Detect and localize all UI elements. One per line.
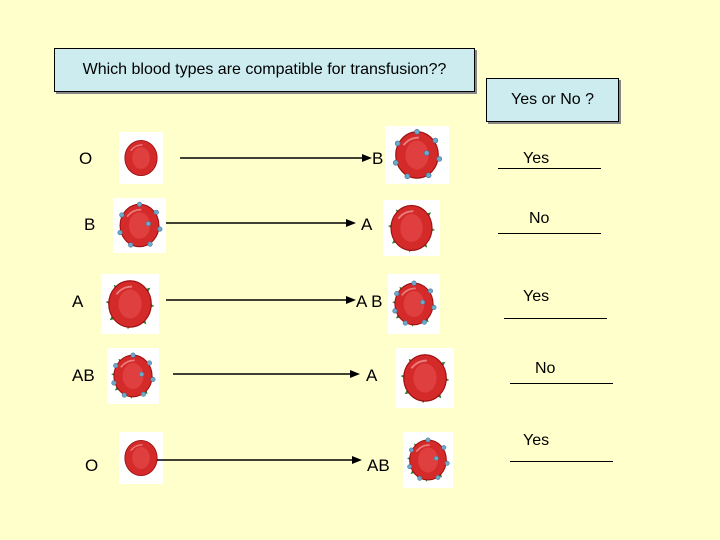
recipient-label-row-4: A [366,366,378,385]
type-a-cell-icon [101,274,159,334]
transfusion-arrow-row-4 [173,366,360,376]
transfusion-arrow-row-3 [166,292,356,302]
recipient-label-row-1: B [372,149,384,168]
answer-row-5: Yes [523,432,550,449]
answer-header: Yes or No ? [510,91,594,108]
answer-row-3: Yes [523,288,550,305]
transfusion-arrow-row-2 [166,215,356,225]
answer-underline-row-1 [498,168,601,169]
type-b-cell-icon [113,198,166,253]
recipient-label-row-5: AB [367,456,390,475]
answer-underline-row-2 [498,233,601,234]
answer-underline-row-3 [504,318,607,319]
type-ab-cell-icon [107,348,159,404]
recipient-label-row-3: A B [356,292,383,311]
question-title: Which blood types are compatible for transfusion?? [82,61,447,78]
recipient-label-row-2: A [361,215,373,234]
donor-label-row-5: O [85,456,99,475]
type-ab-cell-icon [388,274,440,334]
transfusion-arrow-row-5 [157,452,362,462]
question-title-box [54,48,475,92]
type-a-cell-icon [396,348,454,408]
answer-underline-row-4 [510,383,613,384]
transfusion-arrow-row-1 [180,150,372,160]
type-ab-cell-icon [403,432,453,488]
answer-header-box [486,78,619,122]
type-a-cell-icon [383,200,440,256]
type-b-cell-icon [385,126,449,184]
donor-label-row-3: A [72,292,84,311]
donor-label-row-2: B [84,215,96,234]
answer-row-4: No [535,360,556,377]
answer-underline-row-5 [510,461,613,462]
donor-label-row-1: O [79,149,93,168]
answer-row-2: No [529,210,550,227]
donor-label-row-4: AB [72,366,95,385]
answer-row-1: Yes [523,150,550,167]
type-o-cell-icon [119,132,163,184]
